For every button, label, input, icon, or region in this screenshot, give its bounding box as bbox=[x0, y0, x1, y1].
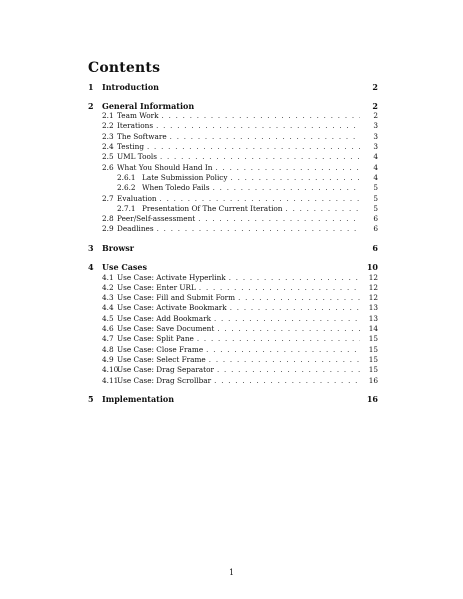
toc-subsection-entry[interactable] bbox=[88, 334, 378, 344]
dot-leader bbox=[199, 283, 360, 293]
toc-subsection-entry[interactable] bbox=[88, 345, 378, 355]
toc-entry-number: 4.6 bbox=[102, 324, 114, 334]
toc-entry-page: 4 bbox=[373, 152, 378, 162]
toc-entry-number: 5 bbox=[88, 394, 94, 405]
toc-entry-title: Use Case: Save Document bbox=[117, 324, 215, 334]
toc-entry-page: 3 bbox=[373, 131, 378, 141]
toc-entry-page: 13 bbox=[368, 313, 378, 323]
toc-entry-title: Introduction bbox=[102, 82, 159, 92]
toc-subsection-entry[interactable] bbox=[88, 283, 378, 293]
toc-section-entry[interactable] bbox=[88, 243, 378, 253]
toc-entry-number: 2.8 bbox=[102, 214, 114, 224]
toc-entry-number: 4.5 bbox=[102, 313, 114, 323]
toc-entry-page: 12 bbox=[368, 293, 378, 303]
dot-leader bbox=[238, 293, 360, 303]
dot-leader bbox=[229, 273, 360, 283]
toc-section-entry[interactable] bbox=[88, 101, 378, 111]
dot-leader bbox=[170, 132, 360, 142]
toc-entry-title: Use Case: Select Frame bbox=[117, 354, 206, 364]
toc-entry-page: 12 bbox=[368, 282, 378, 292]
toc-entry-page: 16 bbox=[368, 375, 378, 385]
toc-entry-page: 3 bbox=[373, 142, 378, 152]
toc-entry-page: 2 bbox=[372, 82, 378, 92]
toc-entry-number: 2.7 bbox=[102, 193, 114, 203]
toc-subsection-entry[interactable] bbox=[88, 293, 378, 303]
toc-entry-page: 2 bbox=[372, 100, 378, 111]
toc-entry-number: 4.7 bbox=[102, 334, 114, 344]
toc-subsection-entry[interactable] bbox=[88, 303, 378, 313]
toc-entry-title: Browsr bbox=[102, 243, 134, 254]
toc-entry-number: 4.8 bbox=[102, 344, 114, 354]
dot-leader bbox=[198, 214, 360, 224]
dot-leader bbox=[286, 204, 360, 214]
toc-subsection-entry[interactable] bbox=[88, 314, 378, 324]
toc-entry-page: 5 bbox=[373, 193, 378, 203]
toc-entry-title: Use Case: Enter URL bbox=[117, 282, 196, 292]
toc-entry-page: 4 bbox=[373, 162, 378, 172]
toc-entry-title: Use Case: Drag Separator bbox=[117, 365, 214, 375]
toc-entry-number: 2.3 bbox=[102, 131, 114, 141]
page-number: 1 bbox=[228, 568, 235, 577]
toc-entry-number: 4.9 bbox=[102, 354, 114, 364]
toc-entry-title: When Toledo Fails bbox=[142, 183, 210, 193]
toc-entry-title: Use Cases bbox=[102, 262, 148, 273]
toc-entry-number: 2 bbox=[88, 100, 94, 111]
toc-section-entry[interactable] bbox=[88, 82, 378, 92]
toc-entry-number: 4.3 bbox=[102, 293, 114, 303]
toc-entry-page: 10 bbox=[366, 262, 378, 273]
toc-entry-number: 2.6.1 bbox=[117, 172, 136, 182]
dot-leader bbox=[231, 173, 360, 183]
dot-leader bbox=[216, 163, 361, 173]
toc-entry-number: 1 bbox=[88, 82, 94, 92]
toc-entry-page: 15 bbox=[368, 365, 378, 375]
toc-entry-title: What You Should Hand In bbox=[117, 162, 213, 172]
toc-entry-number: 4.4 bbox=[102, 303, 114, 313]
dot-leader bbox=[156, 121, 360, 131]
toc-entry-number: 3 bbox=[88, 243, 94, 254]
toc-subsection-entry[interactable] bbox=[88, 163, 378, 173]
toc-entry-page: 15 bbox=[368, 354, 378, 364]
toc-entry-number: 4.11 bbox=[102, 375, 119, 385]
toc-entry-page: 6 bbox=[373, 214, 378, 224]
toc-section-entry[interactable] bbox=[88, 394, 378, 404]
toc-subsection-entry[interactable] bbox=[88, 142, 378, 152]
toc-entry-title: Use Case: Fill and Submit Form bbox=[117, 293, 236, 303]
toc-entry-page: 3 bbox=[373, 121, 378, 131]
toc-entry-page: 15 bbox=[368, 344, 378, 354]
toc-subsection-entry[interactable] bbox=[88, 183, 378, 193]
toc-entry-number: 2.2 bbox=[102, 121, 114, 131]
toc-entry-title: Iterations bbox=[117, 121, 154, 131]
toc-subsection-entry[interactable] bbox=[88, 204, 378, 214]
toc-entry-number: 2.4 bbox=[102, 142, 114, 152]
dot-leader bbox=[160, 194, 360, 204]
dot-leader bbox=[209, 355, 360, 365]
dot-leader bbox=[230, 303, 360, 313]
toc-entry-page: 16 bbox=[366, 394, 378, 405]
toc-entry-title: Use Case: Close Frame bbox=[117, 344, 204, 354]
toc-entry-title: Testing bbox=[117, 142, 144, 152]
toc-entry-page: 13 bbox=[368, 303, 378, 313]
toc-entry-page: 5 bbox=[373, 183, 378, 193]
toc-entry-title: General Information bbox=[102, 100, 195, 111]
dot-leader bbox=[214, 314, 360, 324]
toc-entry-title: Use Case: Add Bookmark bbox=[117, 313, 211, 323]
toc-entry-title: Peer/Self-assessment bbox=[117, 214, 196, 224]
toc-entry-number: 4.10 bbox=[102, 365, 119, 375]
dot-leader bbox=[162, 111, 360, 121]
toc-entry-page: 12 bbox=[368, 272, 378, 282]
toc-subsection-entry[interactable] bbox=[88, 121, 378, 131]
toc-entry-title: Use Case: Activate Hyperlink bbox=[117, 272, 226, 282]
toc-subsection-entry[interactable] bbox=[88, 355, 378, 365]
dot-leader bbox=[147, 142, 360, 152]
toc-entry-title: Late Submission Policy bbox=[142, 172, 228, 182]
toc-subsection-entry[interactable] bbox=[88, 173, 378, 183]
toc-subsection-entry[interactable] bbox=[88, 365, 378, 375]
dot-leader bbox=[217, 324, 360, 334]
toc-section-entry[interactable] bbox=[88, 262, 378, 272]
dot-leader bbox=[217, 365, 360, 375]
toc-entry-page: 2 bbox=[373, 111, 378, 121]
toc-entry-number: 4.1 bbox=[102, 272, 114, 282]
toc-entry-title: The Software bbox=[117, 131, 167, 141]
toc-entry-title: Evaluation bbox=[117, 193, 157, 203]
toc-subsection-entry[interactable] bbox=[88, 152, 378, 162]
toc-entry-number: 4.2 bbox=[102, 282, 114, 292]
toc-entry-page: 5 bbox=[373, 203, 378, 213]
dot-leader bbox=[213, 183, 360, 193]
toc-entry-number: 2.9 bbox=[102, 224, 114, 234]
toc-entry-number: 2.1 bbox=[102, 111, 114, 121]
toc-entry-page: 14 bbox=[368, 324, 378, 334]
toc-subsection-entry[interactable] bbox=[88, 273, 378, 283]
toc-entry-page: 6 bbox=[372, 243, 378, 254]
toc-entry-number: 2.6.2 bbox=[117, 183, 136, 193]
page-title: Contents bbox=[88, 60, 161, 76]
toc-entry-number: 4 bbox=[88, 262, 94, 273]
dot-leader bbox=[160, 152, 360, 162]
toc-entry-title: Team Work bbox=[117, 111, 159, 121]
toc-subsection-entry[interactable] bbox=[88, 132, 378, 142]
toc-entry-title: UML Tools bbox=[117, 152, 157, 162]
dot-leader bbox=[206, 345, 360, 355]
toc-entry-page: 4 bbox=[373, 172, 378, 182]
toc-entry-title: Implementation bbox=[102, 394, 175, 405]
toc-entry-number: 2.6 bbox=[102, 162, 114, 172]
toc-entry-number: 2.7.1 bbox=[117, 203, 136, 213]
toc-subsection-entry[interactable] bbox=[88, 324, 378, 334]
dot-leader bbox=[214, 376, 360, 386]
toc-subsection-entry[interactable] bbox=[88, 111, 378, 121]
toc-entry-title: Use Case: Drag Scrollbar bbox=[117, 375, 212, 385]
toc-entry-title: Presentation Of The Current Iteration bbox=[142, 203, 283, 213]
dot-leader bbox=[157, 224, 360, 234]
toc-entry-number: 2.5 bbox=[102, 152, 114, 162]
dot-leader bbox=[197, 334, 360, 344]
toc-subsection-entry[interactable] bbox=[88, 376, 378, 386]
toc-subsection-entry[interactable] bbox=[88, 214, 378, 224]
toc-subsection-entry[interactable] bbox=[88, 224, 378, 234]
toc-entry-title: Use Case: Activate Bookmark bbox=[117, 303, 227, 313]
toc-entry-page: 6 bbox=[373, 224, 378, 234]
toc-entry-page: 15 bbox=[368, 334, 378, 344]
toc-subsection-entry[interactable] bbox=[88, 194, 378, 204]
toc-entry-title: Deadlines bbox=[117, 224, 154, 234]
toc-entry-title: Use Case: Split Pane bbox=[117, 334, 194, 344]
table-of-contents bbox=[88, 82, 378, 405]
